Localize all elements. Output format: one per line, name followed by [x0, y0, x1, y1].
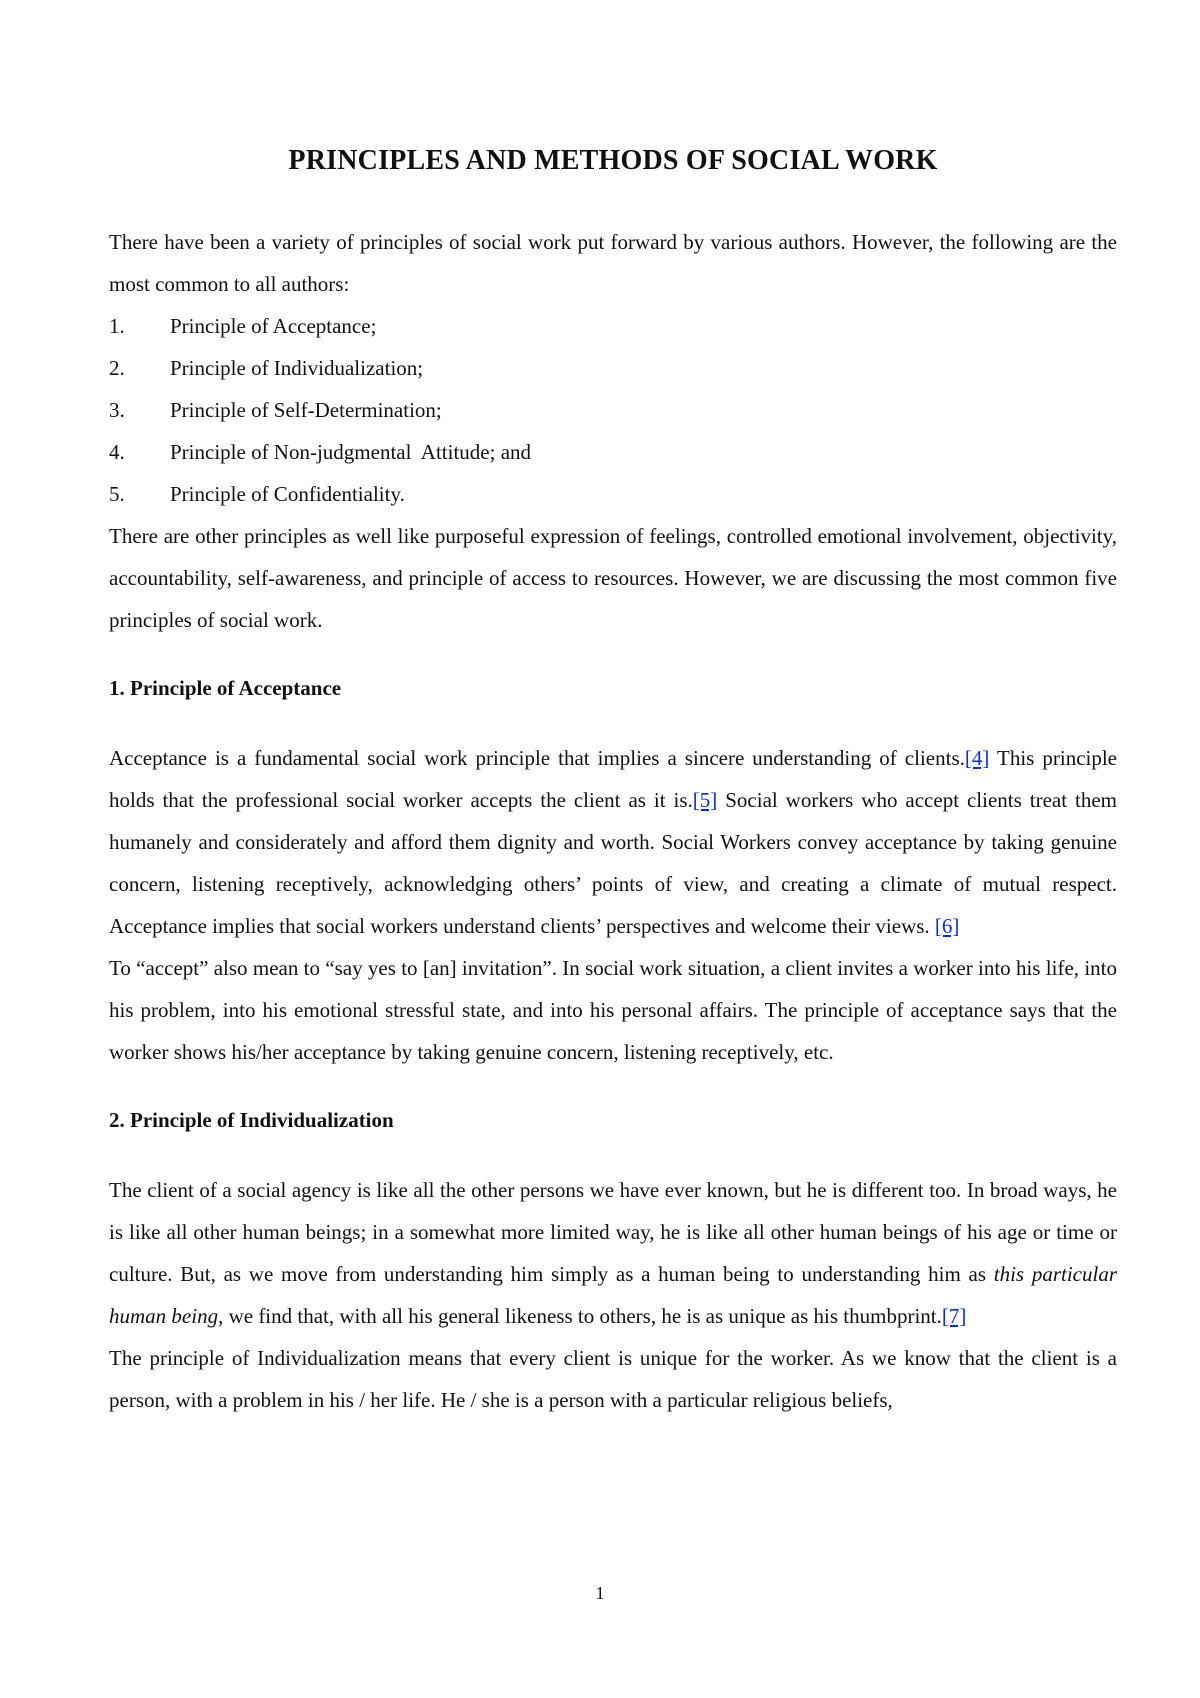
list-item-label: Principle of Self-Determination; — [170, 398, 442, 422]
acceptance-text-2: This principle holds that the professional social worker accepts the client as it is. — [109, 746, 1118, 812]
footnote-link-4[interactable]: [4] — [964, 746, 990, 770]
footnote-link-6[interactable]: [6] — [934, 914, 960, 938]
list-item-number: 3. — [109, 398, 125, 422]
intro-paragraph: There have been a variety of principles of social work put forward by various authors. However, the following are the most common to all authors: — [109, 230, 1117, 296]
list-item — [109, 431, 1117, 473]
list-item-label: Principle of Individualization; — [170, 356, 424, 380]
individualization-text-2: , we find that, with all his general likeness to others, he is as unique as his thumbprint. — [218, 1304, 942, 1328]
list-item-number: 5. — [109, 482, 125, 506]
other-principles-paragraph: There are other principles as well like purposeful expression of feelings, controlled emotional involvement, objectivity, accountability, self-awareness, and principle of access to resources. However, we are discussing the most common five principles of social work. — [109, 524, 1117, 632]
document-body — [109, 221, 1117, 1421]
page-title: PRINCIPLES AND METHODS OF SOCIAL WORK — [288, 145, 938, 176]
section-heading-individualization: 2. Principle of Individualization — [109, 1108, 394, 1132]
list-item — [109, 305, 1117, 347]
individualization-paragraph-2: The principle of Individualization means that every client is unique for the worker. As we know that the client is a person, with a problem in his / her life. He / she is a person with a particular religious beliefs, — [109, 1346, 1117, 1412]
individualization-paragraph-1 — [109, 1169, 1117, 1337]
section-heading-acceptance: 1. Principle of Acceptance — [109, 676, 342, 700]
list-item-label: Principle of Confidentiality. — [170, 482, 405, 506]
footnote-link-7[interactable]: [7] — [941, 1304, 967, 1328]
acceptance-text-1: Acceptance is a fundamental social work principle that implies a sincere understanding of clients. — [109, 746, 965, 770]
individualization-text-1: The client of a social agency is like all the other persons we have ever known, but he is different too. In broad ways, he is like all other human beings; in a somewhat more limited way, he is like all other human beings of his age or time or culture. But, as we move from understanding him simply as a human being to understanding him as — [109, 1178, 1117, 1286]
page-number: 1 — [595, 1583, 605, 1603]
list-item-label: Principle of Acceptance; — [170, 314, 377, 338]
list-item-number: 1. — [109, 314, 125, 338]
list-item-label: Principle of Non-judgmental Attitude; and — [170, 440, 532, 464]
list-item-number: 4. — [109, 440, 125, 464]
list-item — [109, 347, 1117, 389]
footnote-link-5[interactable]: [5] — [692, 788, 718, 812]
list-item — [109, 473, 1117, 515]
principles-list — [109, 305, 1117, 515]
list-item — [109, 389, 1117, 431]
list-item-number: 2. — [109, 356, 125, 380]
acceptance-paragraph-1 — [109, 737, 1117, 947]
acceptance-text-3: Social workers who accept clients treat them humanely and considerately and afford them dignity and worth. Social Workers convey acceptance by taking genuine concern, listening receptively, acknowledging others’ points of view, and creating a climate of mutual respect. Acceptance implies that social workers understand clients’ perspectives and welcome their views. — [109, 788, 1118, 938]
acceptance-paragraph-2: To “accept” also mean to “say yes to [an] invitation”. In social work situation, a client invites a worker into his life, into his problem, into his emotional stressful state, and into his personal affairs. The principle of acceptance says that the worker shows his/her acceptance by taking genuine concern, listening receptively, etc. — [109, 956, 1117, 1064]
individualization-italic-phrase: this particular human being — [109, 1262, 1117, 1328]
